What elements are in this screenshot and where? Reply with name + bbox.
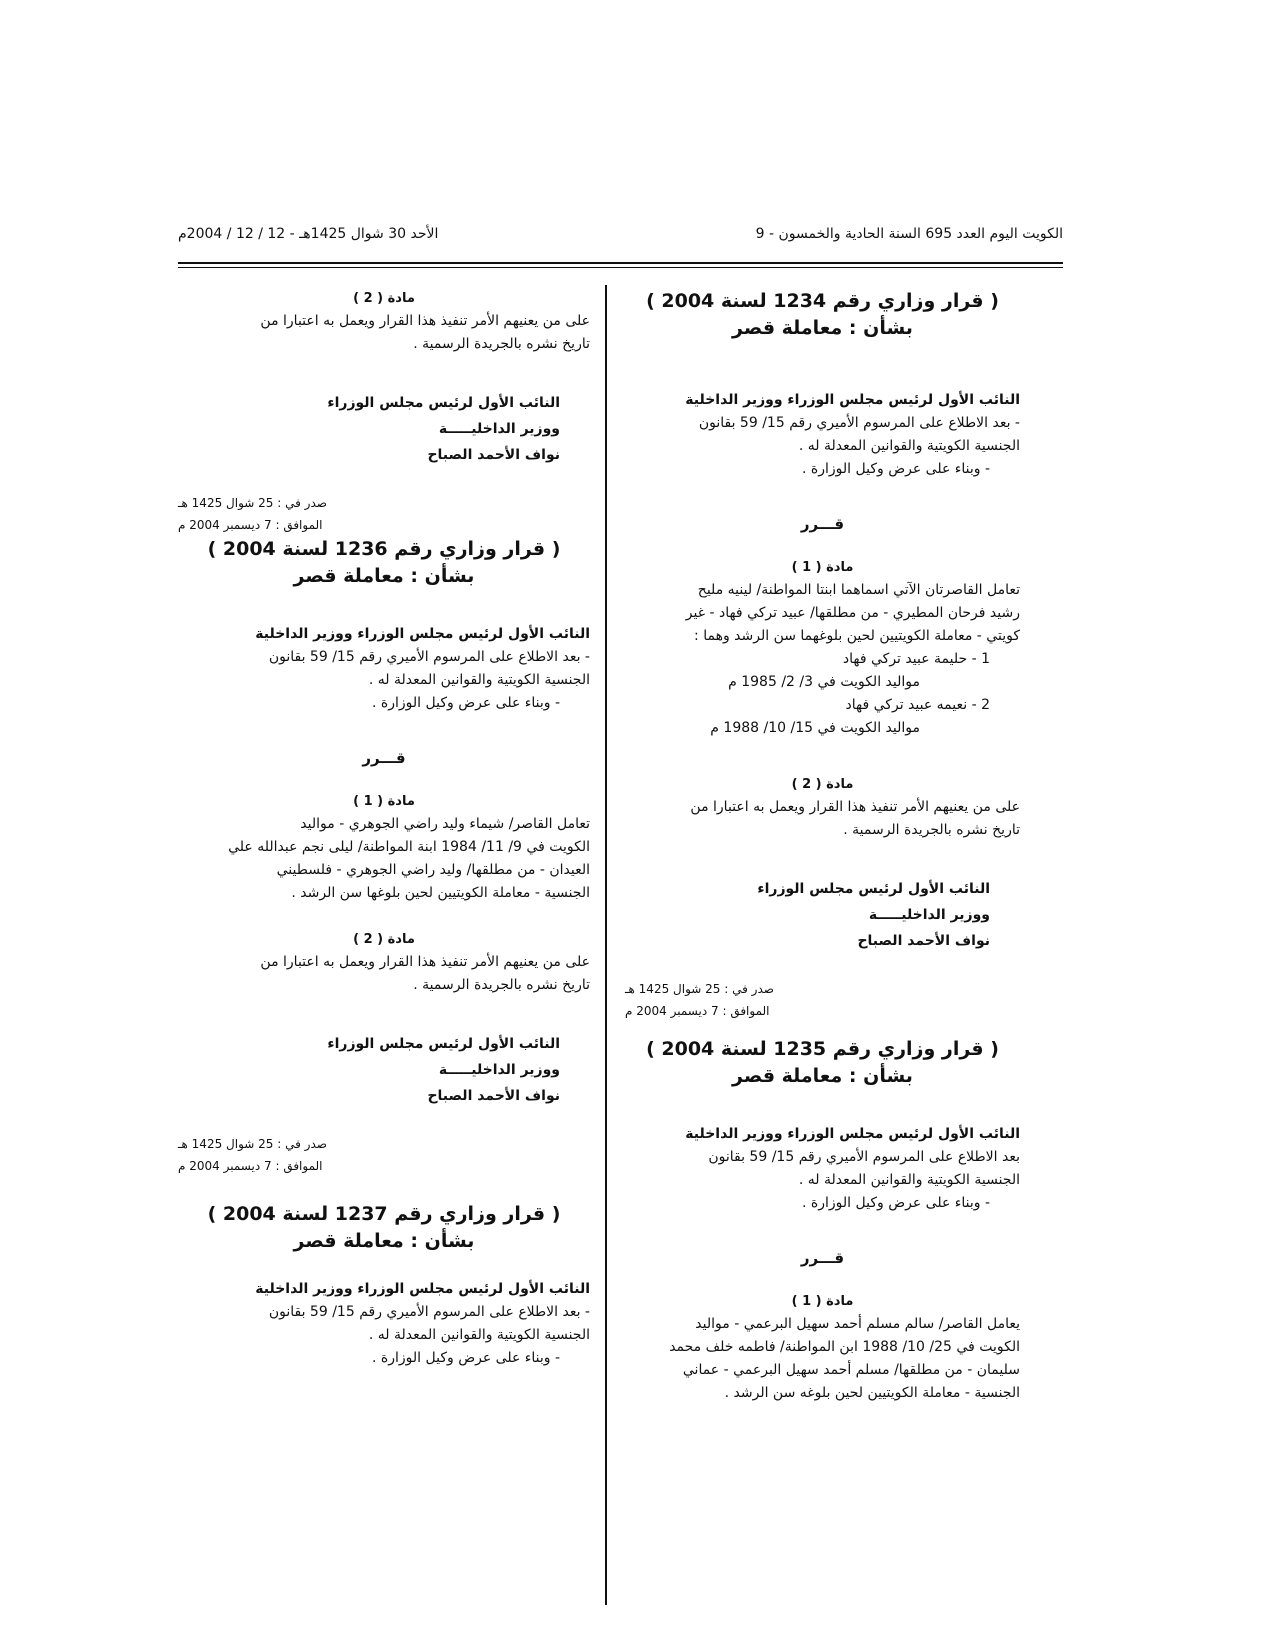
article-line: تاريخ نشره بالجريدة الرسمية . [413, 977, 590, 993]
decree-title: ( قرار وزاري رقم 1234 لسنة 2004 ) [646, 290, 999, 312]
decree-subject: بشأن : معاملة قصر [732, 317, 913, 339]
issued-date: صدر في : 25 شوال 1425 هـ [625, 982, 774, 996]
signature-title: النائب الأول لرئيس مجلس الوزراء [757, 881, 990, 897]
signature-name: نواف الأحمد الصباح [427, 447, 560, 463]
preamble-line: - وبناء على عرض وكيل الوزارة . [372, 695, 560, 711]
header-date: الأحد 30 شوال 1425هـ - 12 / 12 / 2004م [178, 226, 439, 242]
preamble-line: - بعد الاطلاع على المرسوم الأميري رقم 15/ 59 بقانون [698, 415, 1020, 431]
issued-date: صدر في : 25 شوال 1425 هـ [178, 496, 327, 510]
issued-date: الموافق : 7 ديسمبر 2004 م [625, 1004, 770, 1018]
decree-subject: بشأن : معاملة قصر [293, 565, 475, 587]
left-column [178, 288, 590, 1370]
preamble-line: بعد الاطلاع على المرسوم الأميري رقم 15/ 59 بقانون [708, 1149, 1020, 1165]
article-heading: مادة ( 2 ) [353, 932, 415, 947]
article-line: كويتي - معاملة الكويتيين لحين بلوغهما سن الرشد وهما : [694, 628, 1020, 644]
article-line: الكويت في 9/ 11/ 1984 ابنة المواطنة/ ليلى نجم عبدالله علي [228, 839, 590, 855]
article-line: الكويت في 25/ 10/ 1988 ابن المواطنة/ فاطمه خلف محمد [669, 1339, 1020, 1355]
decides-heading: قـــرر [800, 1249, 845, 1267]
preamble-line: الجنسية الكويتية والقوانين المعدلة له . [368, 672, 590, 688]
article-line: العيدان - من مطلقها/ وليد راضي الجوهري - فلسطيني [276, 862, 590, 878]
minor-entry: 2 - نعيمه عبيد تركي فهاد [845, 697, 990, 713]
preamble-line: - بعد الاطلاع على المرسوم الأميري رقم 15/ 59 بقانون [268, 1304, 590, 1320]
article-heading: مادة ( 2 ) [791, 777, 854, 792]
signature-title: النائب الأول لرئيس مجلس الوزراء [327, 1036, 560, 1052]
article-heading: مادة ( 2 ) [353, 291, 415, 306]
article-line: الجنسية - معاملة الكويتيين لحين بلوغه سن الرشد . [724, 1385, 1020, 1401]
header-rule-thin [178, 267, 1063, 268]
right-column [625, 288, 1020, 1405]
signature-name: نواف الأحمد الصباح [427, 1088, 560, 1104]
article-line: يعامل القاصر/ سالم مسلم أحمد سهيل البرعمي - مواليد [695, 1316, 1020, 1332]
article-line: الجنسية - معاملة الكويتيين لحين بلوغها سن الرشد . [291, 885, 590, 901]
signature-name: نواف الأحمد الصباح [857, 933, 990, 949]
page-header [178, 226, 1063, 248]
article-line: على من يعنيهم الأمر تنفيذ هذا القرار ويعمل به اعتبارا من [690, 799, 1020, 815]
decree-subject: بشأن : معاملة قصر [732, 1065, 913, 1087]
preamble-line: - وبناء على عرض وكيل الوزارة . [802, 461, 990, 477]
preamble-line: - وبناء على عرض وكيل الوزارة . [802, 1195, 990, 1211]
decree-title: ( قرار وزاري رقم 1235 لسنة 2004 ) [646, 1038, 999, 1060]
article-line: على من يعنيهم الأمر تنفيذ هذا القرار ويعمل به اعتبارا من [260, 313, 590, 329]
minor-birth: مواليد الكويت في 3/ 2/ 1985 م [728, 674, 920, 690]
article-line: تاريخ نشره بالجريدة الرسمية . [413, 336, 590, 352]
article-line: على من يعنيهم الأمر تنفيذ هذا القرار ويعمل به اعتبارا من [260, 954, 590, 970]
decides-heading: قـــرر [800, 515, 845, 533]
article-line: تعامل القاصرتان الآتي اسماهما ابنتا المواطنة/ لينيه مليح [697, 582, 1020, 598]
article-line: تاريخ نشره بالجريدة الرسمية . [843, 822, 1020, 838]
signature-title: ووزير الداخليـــــة [868, 907, 990, 923]
preamble-line: الجنسية الكويتية والقوانين المعدلة له . [798, 1172, 1020, 1188]
issued-date: الموافق : 7 ديسمبر 2004 م [178, 1159, 323, 1173]
preamble-line: - بعد الاطلاع على المرسوم الأميري رقم 15/ 59 بقانون [268, 649, 590, 665]
minor-entry: 1 - حليمة عبيد تركي فهاد [842, 651, 990, 667]
decides-heading: قـــرر [362, 749, 406, 767]
decree-title: ( قرار وزاري رقم 1237 لسنة 2004 ) [207, 1203, 561, 1225]
article-heading: مادة ( 1 ) [791, 560, 854, 575]
decree-authority: النائب الأول لرئيس مجلس الوزراء ووزير الداخلية [685, 1126, 1020, 1142]
preamble-line: الجنسية الكويتية والقوانين المعدلة له . [368, 1327, 590, 1343]
decree-authority: النائب الأول لرئيس مجلس الوزراء ووزير الداخلية [255, 626, 590, 642]
article-line: تعامل القاصر/ شيماء وليد راضي الجوهري - مواليد [300, 816, 590, 832]
minor-birth: مواليد الكويت في 15/ 10/ 1988 م [710, 720, 920, 736]
article-line: رشيد فرحان المطيري - من مطلقها/ عبيد تركي فهاد - غير [685, 605, 1020, 621]
issued-date: الموافق : 7 ديسمبر 2004 م [178, 518, 323, 532]
decree-subject: بشأن : معاملة قصر [293, 1230, 475, 1252]
article-line: سليمان - من مطلقها/ مسلم أحمد سهيل البرعمي - عماني [682, 1362, 1020, 1378]
decree-title: ( قرار وزاري رقم 1236 لسنة 2004 ) [207, 538, 561, 560]
header-rule [178, 262, 1063, 264]
signature-title: ووزير الداخليـــــة [438, 421, 560, 437]
preamble-line: الجنسية الكويتية والقوانين المعدلة له . [798, 438, 1020, 454]
preamble-line: - وبناء على عرض وكيل الوزارة . [372, 1350, 560, 1366]
decree-authority: النائب الأول لرئيس مجلس الوزراء ووزير الداخلية [685, 392, 1020, 408]
header-issue-info: الكويت اليوم العدد 695 السنة الحادية والخمسون - 9 [755, 226, 1063, 242]
article-heading: مادة ( 1 ) [791, 1294, 854, 1309]
signature-title: النائب الأول لرئيس مجلس الوزراء [327, 395, 560, 411]
signature-title: ووزير الداخليـــــة [438, 1062, 560, 1078]
article-heading: مادة ( 1 ) [353, 794, 415, 809]
issued-date: صدر في : 25 شوال 1425 هـ [178, 1137, 327, 1151]
decree-authority: النائب الأول لرئيس مجلس الوزراء ووزير الداخلية [255, 1281, 590, 1297]
column-divider [605, 285, 607, 1605]
